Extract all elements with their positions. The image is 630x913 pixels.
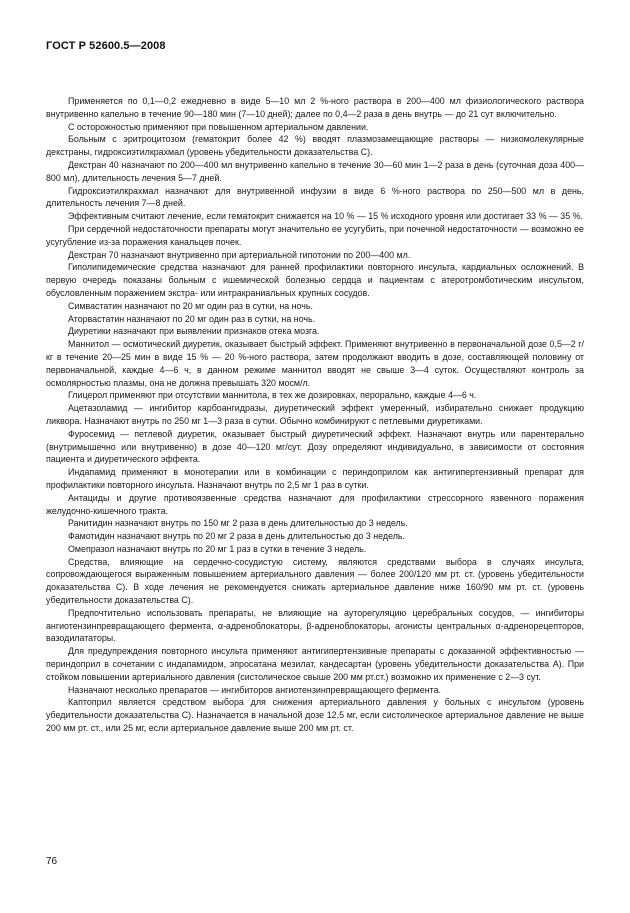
paragraph: Диуретики назначают при выявлении признаков отека мозга. [68,326,320,337]
paragraph: Гиполипидемические средства назначают для ранней профилактики повторного инсульта, кардиальных осложнений. В первую очередь показаны больным с ишемической болезнью сердца и пациентам с атеротромботическим инсультом, обусловленным поражением экстра- или интракраниальных крупных сосудов. [46,262,584,298]
body-text [46,95,584,735]
paragraph: Для предупреждения повторного инсульта применяют антигипертензивные препараты с доказанной эффективностью — периндоприл в сочетании с индапамидом, эпросатана мезилат, кандесартан (уровень убедительности доказательства А). При стойком повышении артериального давления (систолическое свыше 200 мм рт.ст.) возможно их применение с 2—3 сут. [46,646,584,682]
paragraph: С осторожностью применяют при повышенном артериальном давлении. [68,121,369,132]
paragraph: Эффективным считают лечение, если гематокрит снижается на 10 % — 15 % исходного уровня или достигает 33 % — 35 %. [68,211,583,222]
paragraph: Применяется по 0,1—0,2 ежедневно в виде 5—10 мл 2 %-ного раствора в 200—400 мл физиологического раствора внутривенно капельно в течение 90—180 мин (7—10 дней); далее по 0,4—2 раза в день внутрь — до 21 сут включительно. [46,96,584,119]
paragraph: Ранитидин назначают внутрь по 150 мг 2 раза в день длительностью до 3 недель. [68,518,408,529]
paragraph: Глицерол применяют при отсутствии маннитола, в тех же дозировках, перорально, каждые 4—6 ч. [68,390,477,401]
paragraph: Назначают несколько препаратов — ингибиторов ангиотензинпревращающего фермента. [68,684,441,695]
paragraph: Больным с эритроцитозом (гематокрит более 42 %) вводят плазмозамещающие растворы — низкомолекулярные декстраны, гидроксиэтилкрахмал (уровень убедительности доказательства С). [46,134,584,158]
paragraph: Каптоприл является средством выбора для снижения артериального давления у больных с инсультом (уровень убедительности доказательства С). Назначается в начальной дозе 12,5 мг, если систолическое артериальное давление не выше 200 мм рт. ст., или 25 мг, если артериальное давление выше 200 мм рт. ст. [46,697,584,734]
page-number: 76 [46,856,58,867]
document-header: ГОСТ Р 52600.5—2008 [46,40,166,52]
paragraph: Антациды и другие противоязвенные средства назначают для профилактики стрессорного язвенного поражения желудочно-кишечного тракта. [46,492,584,516]
paragraph: Индапамид применяют в монотерапии или в комбинации с периндоприлом как антигипертензивный препарат для профилактики повторного инсульта. Назначают внутрь по 2,5 мг 1 раз в сутки. [46,467,584,490]
paragraph: Предпочтительно использовать препараты, не влияющие на ауторегуляцию церебральных сосудов, — ингибиторы ангиотензинпревращающего фермента, α-адреноблокаторы, β-адреноблокаторы, агонисты центральных α-адренорецепторов, вазодилататоры. [46,607,584,644]
paragraph: Фамотидин назначают внутрь по 20 мг 2 раза в день длительностью до 3 недель. [68,531,405,542]
paragraph: Декстран 40 назначают по 200—400 мл внутривенно капельно в течение 30—60 мин 1—2 раза в день (суточная доза 400—800 мл), длительность лечения 5—7 дней. [46,159,584,183]
paragraph: Гидроксиэтилкрахмал назначают для внутривенной инфузии в виде 6 %-ного раствора по 250—500 мл в день, длительность лечения 7—8 дней. [46,185,584,209]
paragraph: Аторвастатин назначают по 20 мг один раз в сутки, на ночь. [68,313,316,324]
paragraph: Фуросемид — петлевой диуретик, оказывает быстрый диуретический эффект. Назначают внутрь или парентерально (внутримышечно или внутривенно) в дозе 40—120 мг/сут. Дозу определяют индивидуально, в зависимости от состояния пациента и диуретического эффекта. [46,428,584,465]
paragraph: Симвастатин назначают по 20 мг один раз в сутки, на ночь. [68,300,314,311]
paragraph: Омепразол назначают внутрь по 20 мг 1 раз в сутки в течение 3 недель. [68,543,367,554]
paragraph: Ацетазоламид — ингибитор карбоангидразы, диуретический эффект умеренный, избирательно снижает продукцию ликвора. Назначают внутрь по 250 мг 1—3 раза в сутки. Обычно комбинируют с петлевыми диуретиками. [46,403,584,426]
paragraph: При сердечной недостаточности препараты могут значительно ее усугубить, при почечной недостаточности — возможно ее усугубление из-за поражения канальцев почек. [46,223,584,247]
paragraph: Средства, влияющие на сердечно-сосудистую систему, являются средствами выбора в случаях инсульта, сопровождающегося выраженным повышением артериального давления — более 200/120 мм рт. ст. (уровень убедительности доказательства С). В ходе лечения не рекомендуется снижать артериальное давление ниже 160/90 мм рт. ст. (уровень убедительности доказательства С). [46,556,584,606]
paragraph: Декстран 70 назначают внутривенно при артериальной гипотонии по 200—400 мл. [68,249,411,260]
paragraph: Маннитол — осмотический диуретик, оказывает быстрый эффект. Применяют внутривенно в первоначальной дозе 0,5—2 г/кг в течение 20—25 мин в виде 15 % — 20 %-ного раствора, затем продолжают вводить в дозе, составляющей половину от первоначальной, каждые 4—6 ч, в данном режиме маннитол вводят не свыше 3—4 суток. Осуществляют контроль за осмолярностью плазмы, она не должна превышать 320 мосм/л. [46,339,584,388]
